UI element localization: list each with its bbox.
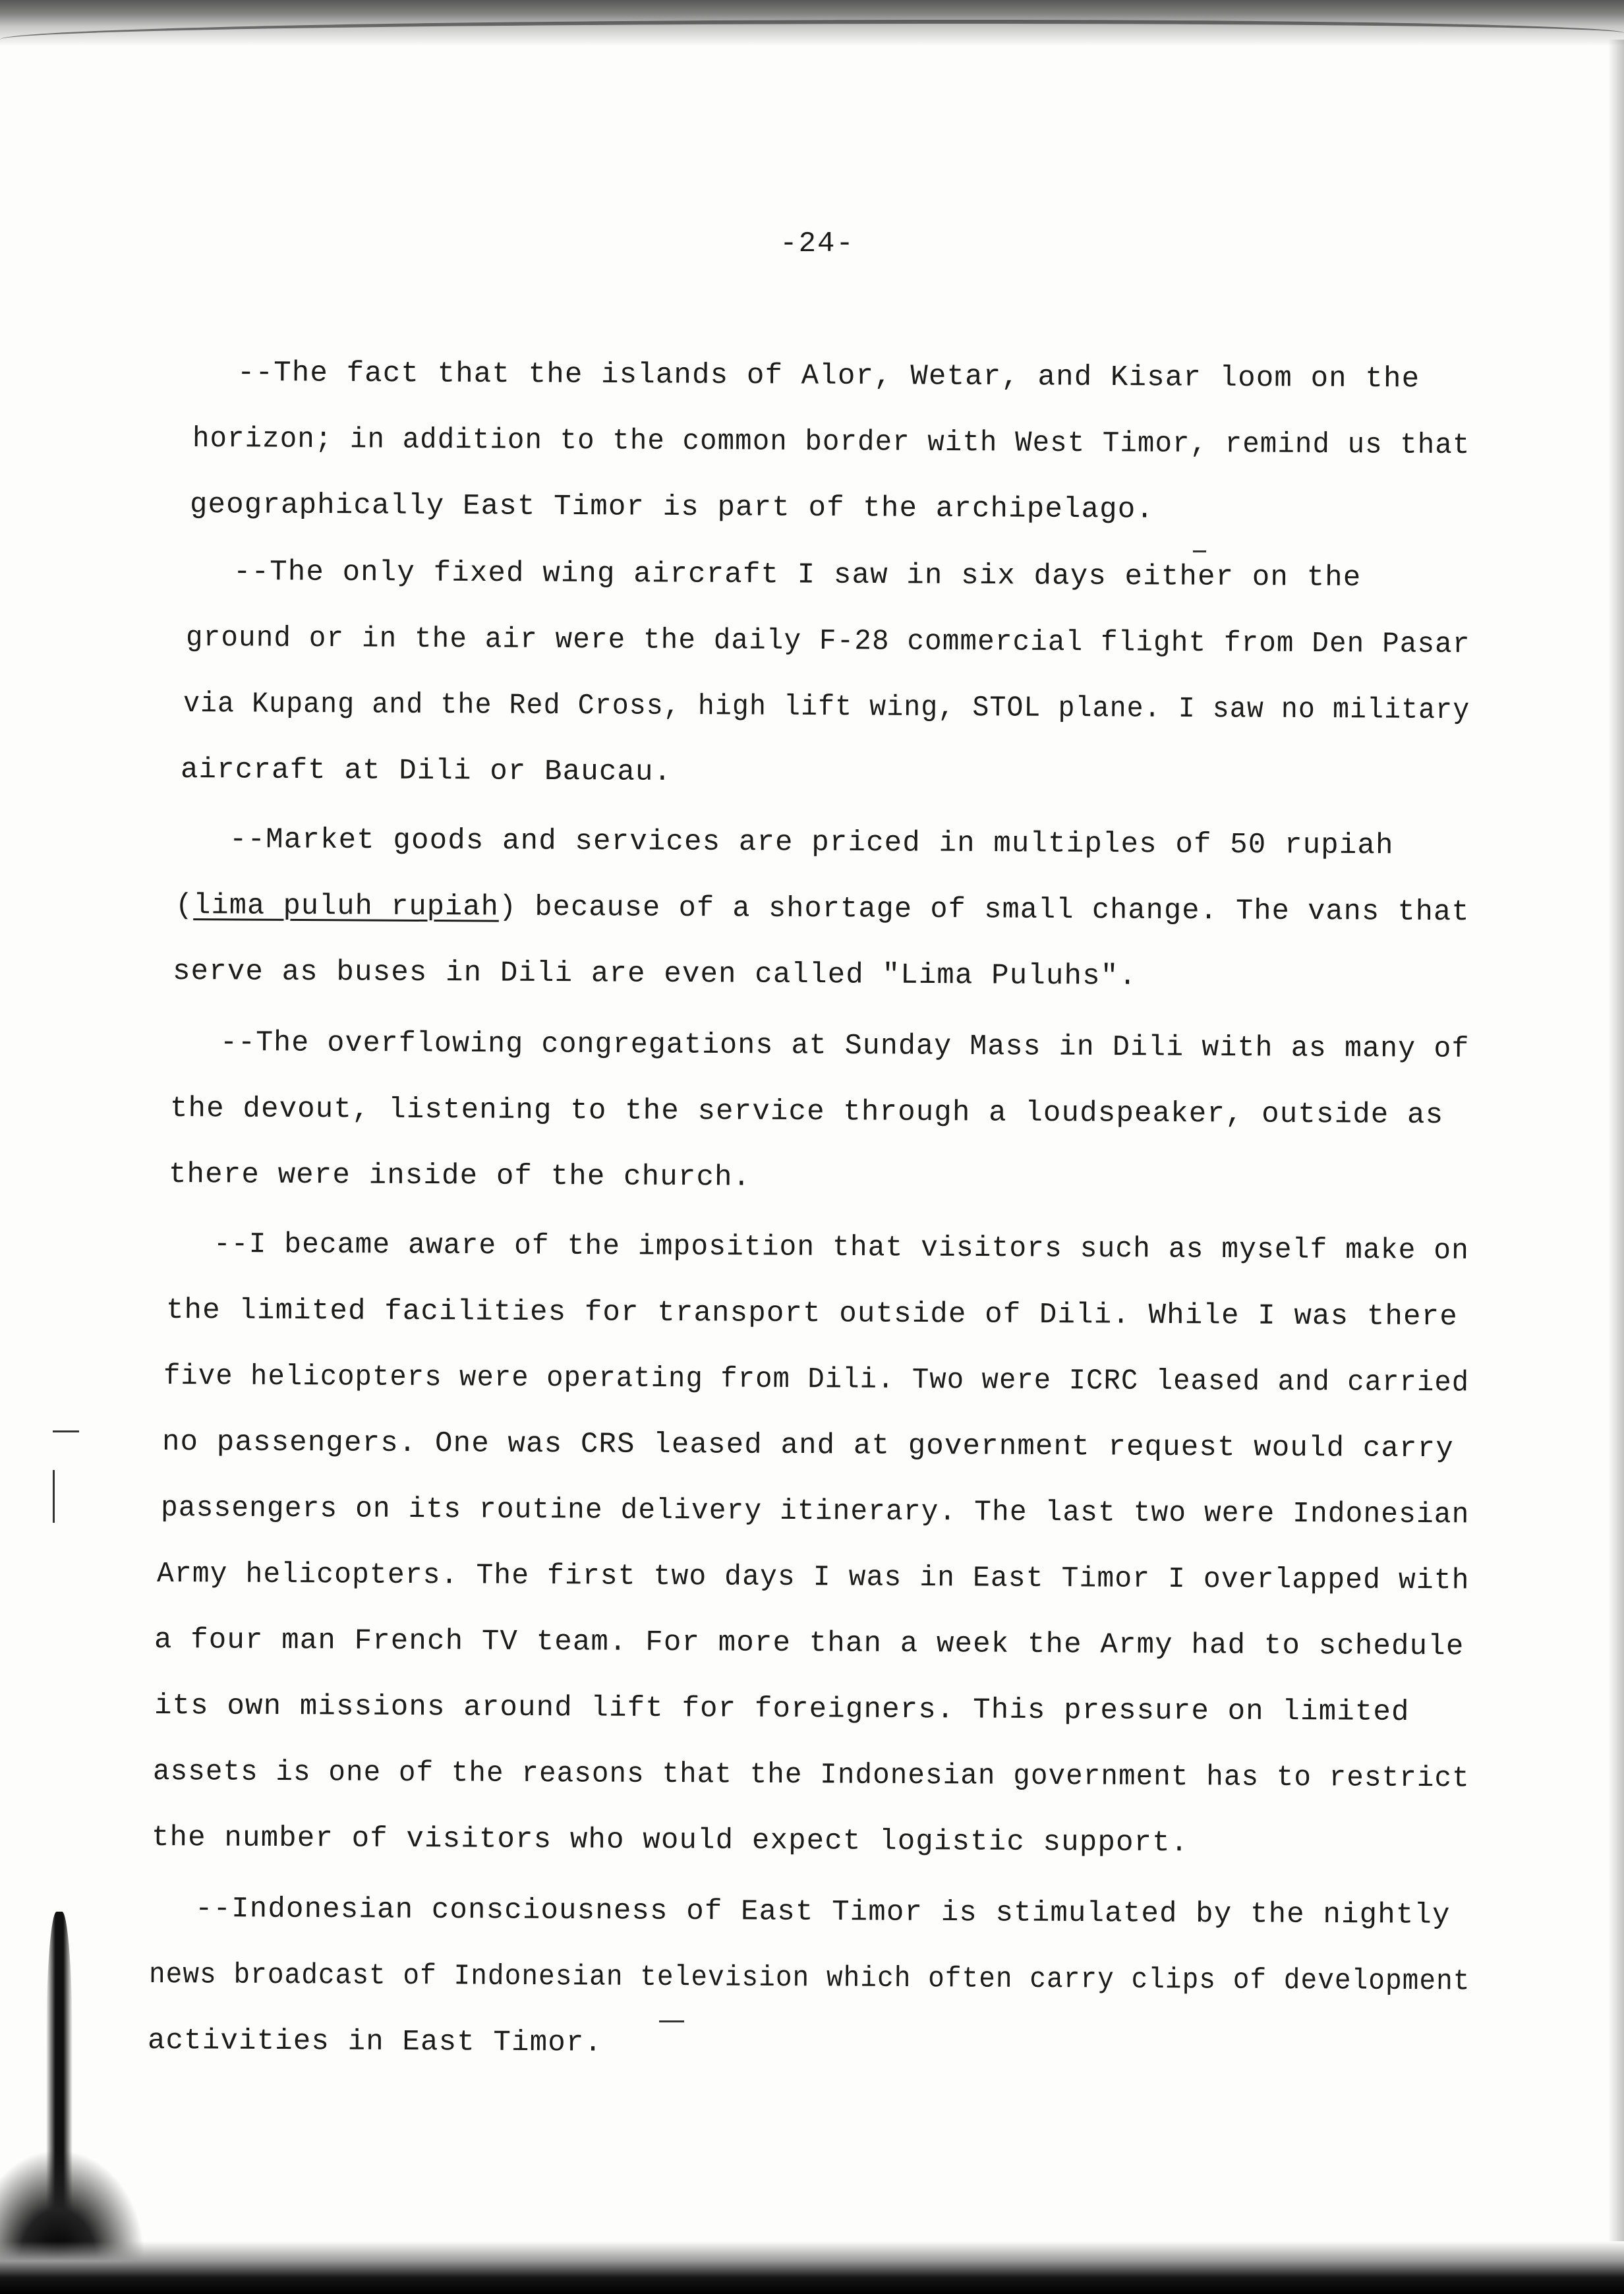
text-line: --I became aware of the imposition that visitors such as myself make on xyxy=(213,1228,1470,1268)
text-line: activities in East Timor. xyxy=(147,2024,603,2060)
text-line: via Kupang and the Red Cross, high lift wing, STOL plane. I saw no military xyxy=(183,688,1470,728)
text-line: --The only fixed wing aircraft I saw in six days either on the xyxy=(233,556,1362,595)
text-line: geographically East Timor is part of the archipelago. xyxy=(189,488,1155,527)
stray-mark xyxy=(53,1470,55,1523)
text-line: the number of visitors who would expect logistic support. xyxy=(151,1821,1189,1860)
text-line: aircraft at Dili or Baucau. xyxy=(180,753,672,789)
page-number: -24- xyxy=(780,227,855,260)
text-line: no passengers. One was CRS leased and at government request would carry xyxy=(161,1426,1455,1466)
scan-edge-bottom xyxy=(0,2241,1624,2294)
text-line: Army helicopters. The first two days I was in East Timor I overlapped with xyxy=(156,1558,1470,1598)
text-line: the devout, listening to the service through a loudspeaker, outside as xyxy=(169,1092,1444,1132)
text-line: five helicopters were operating from Dili. Two were ICRC leased and carried xyxy=(163,1360,1470,1400)
scan-edge-right xyxy=(1608,40,1624,2241)
underlined-phrase: lima puluh rupiah xyxy=(193,889,500,924)
text-line: there were inside of the church. xyxy=(168,1158,751,1194)
text-line: its own missions around lift for foreigners. This pressure on limited xyxy=(154,1690,1410,1729)
text-line: horizon; in addition to the common border with West Timor, remind us that xyxy=(192,423,1470,463)
text-line-with-underline xyxy=(175,889,1470,929)
open-paren: ( xyxy=(175,889,194,923)
text-line: passengers on its routine delivery itinerary. The last two were Indonesian xyxy=(160,1492,1470,1532)
text-line: a four man French TV team. For more than a week the Army had to schedule xyxy=(154,1624,1464,1664)
text-line: serve as buses in Dili are even called "Lima Puluhs". xyxy=(172,955,1138,993)
text-line: --The fact that the islands of Alor, Wetar, and Kisar loom on the xyxy=(237,357,1420,396)
text-line: --The overflowing congregations at Sunday Mass in Dili with as many of xyxy=(219,1026,1470,1066)
text-line: assets is one of the reasons that the Indonesian government has to restrict xyxy=(152,1755,1470,1796)
text-continuation: ) because of a shortage of small change. The vans that xyxy=(498,891,1470,929)
text-line: the limited facilities for transport outside of Dili. While I was there xyxy=(165,1294,1459,1334)
stray-mark xyxy=(1193,550,1206,552)
stray-mark xyxy=(53,1430,79,1432)
text-line: --Market goods and services are priced in multiples of 50 rupiah xyxy=(229,823,1394,863)
text-line: --Indonesian consciousness of East Timor is stimulated by the nightly xyxy=(194,1893,1451,1932)
stray-mark xyxy=(659,2020,684,2022)
text-line: ground or in the air were the daily F-28 commercial flight from Den Pasar xyxy=(185,622,1470,662)
text-line: news broadcast of Indonesian television which often carry clips of development xyxy=(148,1958,1470,1999)
